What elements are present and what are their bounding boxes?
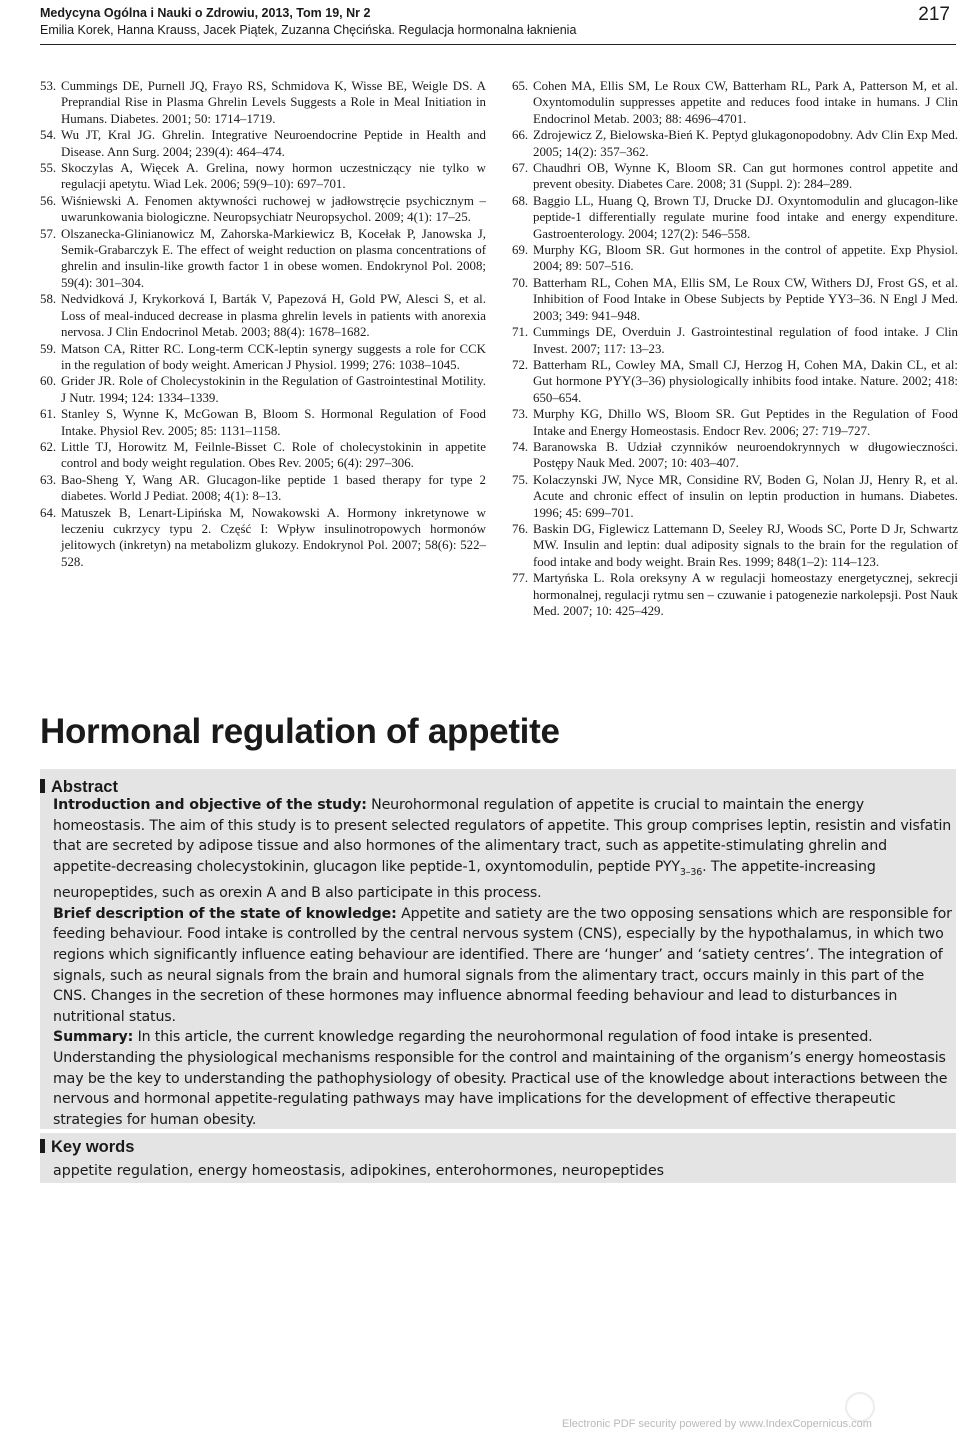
running-header bbox=[40, 4, 956, 38]
reference-text: Cohen MA, Ellis SM, Le Roux CW, Batterham RL, Park A, Patterson M, et al. Oxyntomodulin suppresses appetite and reduces food intake in humans. J Clin Endocrinol Metab. 2003; 88: 4696–4701. bbox=[533, 79, 958, 126]
reference-text: Nedvidková J, Krykorková I, Barták V, Papezová H, Gold PW, Alesci S, et al. Loss of meal-induced decrease in plasma ghrelin levels in patients with anorexia nervosa. J Clin Endocrinol Metab. 2003; 88(4): 1678–1682. bbox=[61, 292, 486, 340]
reference-number: 64. bbox=[40, 505, 57, 520]
header-rule bbox=[40, 44, 956, 45]
reference-text: Cummings DE, Overduin J. Gastrointestinal regulation of food intake. J Clin Invest. 2007; 117: 13–23. bbox=[533, 325, 958, 356]
reference-number: 75. bbox=[512, 472, 529, 487]
reference-item bbox=[512, 439, 958, 472]
reference-text: Baggio LL, Huang Q, Brown TJ, Drucke DJ. Oxyntomodulin and glucagon-like peptide-1 differentially regulate murine food intake and energy expenditure. Gastroenterology. 2004; 127(2): 546–558. bbox=[533, 193, 958, 241]
journal-title: Medycyna Ogólna i Nauki o Zdrowiu, 2013, Tom 19, Nr 2 bbox=[40, 6, 371, 20]
reference-text: Bao-Sheng Y, Wang AR. Glucagon-like peptide 1 based therapy for type 2 diabetes. World J Pediat. 2008; 4(1): 8–13. bbox=[61, 472, 486, 504]
reference-number: 55. bbox=[40, 161, 57, 176]
reference-number: 53. bbox=[40, 79, 57, 93]
reference-item bbox=[40, 439, 486, 472]
reference-number: 68. bbox=[512, 193, 529, 208]
abstract-paragraph-summary bbox=[53, 1027, 953, 1130]
reference-number: 76. bbox=[512, 521, 529, 536]
reference-text: Matuszek B, Lenart-Lipińska M, Nowakowski A. Hormony inkretynowe w leczeniu cukrzycy typu 2. Część I: Wpływ insulinotropowych hormonów jelitowych (inkretyn) na metabolizm glukozy. Endokrynol Pol. 2007; 58(6): 522–528. bbox=[61, 505, 486, 569]
reference-text: Murphy KG, Bloom SR. Gut hormones in the control of appetite. Exp Physiol. 2004; 89: 507–516. bbox=[533, 243, 958, 274]
reference-item bbox=[40, 160, 486, 193]
abstract-label-knowledge: Brief description of the state of knowledge: bbox=[53, 905, 397, 922]
abstract-body bbox=[53, 795, 953, 1130]
keywords-box bbox=[40, 1133, 956, 1183]
reference-number: 58. bbox=[40, 292, 57, 307]
reference-item bbox=[40, 505, 486, 571]
reference-text: Batterham RL, Cowley MA, Small CJ, Herzog H, Cohen MA, Dakin CL, et al: Gut hormone PYY(3–36) physiologically inhibits food intake. Nature. 2002; 418: 650–654. bbox=[533, 357, 958, 405]
abstract-heading-label: Abstract bbox=[51, 778, 118, 796]
reference-text: Wu JT, Kral JG. Ghrelin. Integrative Neuroendocrine Peptide in Health and Disease. Ann Surg. 2004; 239(4): 464–474. bbox=[61, 128, 486, 159]
reference-text: Cummings DE, Purnell JQ, Frayo RS, Schmidova K, Wisse BE, Weigle DS. A Preprandial Rise in Plasma Ghrelin Levels Suggests a Role in Meal Initiation in Humans. Diabetes. 2001; 50: 1714–1719. bbox=[61, 79, 486, 126]
section-marker-icon bbox=[40, 1139, 45, 1153]
article-title: Hormonal regulation of appetite bbox=[40, 712, 560, 751]
reference-item bbox=[512, 193, 958, 242]
reference-item bbox=[512, 78, 958, 127]
running-authors: Emilia Korek, Hanna Krauss, Jacek Piątek, Zuzanna Chęcińska. Regulacja hormonalna łaknienia bbox=[40, 23, 577, 37]
reference-text: Zdrojewicz Z, Bielowska-Bień K. Peptyd glukagonopodobny. Adv Clin Exp Med. 2005; 14(2): 357–362. bbox=[533, 128, 958, 159]
reference-text: Baskin DG, Figlewicz Lattemann D, Seeley RJ, Woods SC, Porte D Jr, Schwartz MW. Insulin and leptin: dual adiposity signals to the brain for the regulation of food intake and body weight. Brain Res. 1999; 848(1–2): 114–123. bbox=[533, 521, 958, 569]
reference-text: Skoczylas A, Więcek A. Grelina, nowy hormon uczestniczący nie tylko w regulacji apetytu. Wiad Lek. 2006; 59(9–10): 697–701. bbox=[61, 161, 486, 192]
reference-text: Olszanecka-Glinianowicz M, Zahorska-Markiewicz B, Kocełak P, Janowska J, Semik-Grabarczyk E. The effect of weight reduction on plasma concentrations of ghrelin and insulin-like growth factor 1 in obese women. Endokrynol Pol. 2008; 59(4): 301–304. bbox=[61, 226, 486, 290]
reference-number: 54. bbox=[40, 128, 57, 143]
reference-text: Grider JR. Role of Cholecystokinin in the Regulation of Gastrointestinal Motility. J Nutr. 1994; 124: 1334–1339. bbox=[61, 374, 486, 405]
keywords-heading-label: Key words bbox=[51, 1138, 135, 1156]
reference-number: 57. bbox=[40, 226, 57, 241]
reference-text: Chaudhri OB, Wynne K, Bloom SR. Can gut hormones control appetite and prevent obesity. Diabetes Care. 2008; 31 (Suppl. 2): 284–289. bbox=[533, 161, 958, 192]
reference-item bbox=[512, 472, 958, 521]
abstract-box bbox=[40, 769, 956, 1129]
abstract-paragraph-introduction bbox=[53, 795, 953, 904]
reference-text: Murphy KG, Dhillo WS, Bloom SR. Gut Peptides in the Regulation of Food Intake and Energy Homeostasis. Endocr Rev. 2006; 27: 719–727. bbox=[533, 407, 958, 438]
reference-number: 60. bbox=[40, 374, 57, 389]
references-right-column bbox=[512, 78, 958, 619]
abstract-text-summary: In this article, the current knowledge regarding the neurohormonal regulation of food intake is presented. Understanding the physiological mechanisms responsible for the control and maintaining of the organism’s energy homeostasis may be the key to understanding the pathophysiology of obesity. Practical use of the knowledge about interactions between the nervous and hormonal appetite-regulating pathways may have implications for the development of effective therapeutic strategies for human obesity. bbox=[53, 1029, 948, 1128]
references-left-column bbox=[40, 78, 486, 570]
abstract-label-introduction: Introduction and objective of the study: bbox=[53, 797, 367, 813]
reference-number: 74. bbox=[512, 439, 529, 454]
abstract-text-knowledge: Appetite and satiety are the two opposing sensations which are responsible for feeding behaviour. Food intake is controlled by the central nervous system (CNS), especially by the hypothalamus, in which two regions which significantly influence eating behaviour are identified. There are ‘hunger’ and ‘satiety centres’. The integration of signals, such as neural signals from the brain and humoral signals from the alimentary tract, occurs mainly in this part of the CNS. Changes in the secretion of these hormones may influence abnormal feeding behaviour and lead to disturbances in nutritional status. bbox=[53, 905, 952, 1025]
reference-item bbox=[40, 193, 486, 226]
reference-text: Baranowska B. Udział czynników neuroendokrynnych w długowieczności. Postępy Nauk Med. 2007; 10: 403–407. bbox=[533, 439, 958, 471]
page-number: 217 bbox=[918, 4, 950, 25]
reference-number: 73. bbox=[512, 407, 529, 422]
reference-item bbox=[512, 242, 958, 275]
reference-number: 71. bbox=[512, 325, 529, 340]
pyy-subscript: 3–36 bbox=[679, 866, 703, 878]
keywords-heading bbox=[40, 1137, 134, 1157]
section-marker-icon bbox=[40, 779, 45, 793]
reference-number: 77. bbox=[512, 571, 529, 586]
reference-text: Matson CA, Ritter RC. Long-term CCK-leptin synergy suggests a role for CCK in the regulation of body weight. American J Physiol. 1999; 276: 1038–1045. bbox=[61, 341, 486, 372]
reference-item bbox=[40, 472, 486, 505]
reference-number: 63. bbox=[40, 472, 57, 487]
reference-text: Batterham RL, Cohen MA, Ellis SM, Le Roux CW, Withers DJ, Frost GS, et al. Inhibition of Food Intake in Obese Subjects by Peptide YY3–36. N Engl J Med. 2003; 349: 941–948. bbox=[533, 275, 958, 323]
reference-text: Kolaczynski JW, Nyce MR, Considine RV, Boden G, Nolan JJ, Henry R, et al. Acute and chronic effect of insulin on leptin production in humans. Diabetes. 1996; 45: 699–701. bbox=[533, 472, 958, 520]
reference-item bbox=[512, 357, 958, 406]
reference-item bbox=[40, 291, 486, 340]
reference-item bbox=[512, 275, 958, 324]
reference-number: 61. bbox=[40, 407, 57, 422]
reference-item bbox=[40, 127, 486, 160]
reference-item bbox=[40, 341, 486, 374]
footer-security-note: Electronic PDF security powered by www.IndexCopernicus.com bbox=[562, 1418, 872, 1430]
reference-number: 66. bbox=[512, 128, 529, 143]
reference-item bbox=[512, 324, 958, 357]
reference-number: 69. bbox=[512, 243, 529, 258]
reference-item bbox=[512, 570, 958, 619]
abstract-text-introduction-end: . The appetite-increasing neuropeptides, such as orexin A and B also participate in this process. bbox=[53, 858, 876, 902]
reference-item bbox=[40, 226, 486, 292]
reference-number: 65. bbox=[512, 79, 529, 93]
reference-number: 56. bbox=[40, 193, 57, 208]
reference-text: Wiśniewski A. Fenomen aktywności ruchowej w jadłowstręcie psychicznym – uwarunkowania biologiczne. Neuropsychiatr Neuropsychol. 2009; 4(1): 17–25. bbox=[61, 193, 486, 225]
reference-number: 59. bbox=[40, 341, 57, 356]
abstract-label-summary: Summary: bbox=[53, 1029, 134, 1046]
keywords-text: appetite regulation, energy homeostasis, adipokines, enterohormones, neuropeptides bbox=[53, 1163, 665, 1179]
reference-item bbox=[40, 373, 486, 406]
reference-number: 72. bbox=[512, 357, 529, 372]
reference-number: 70. bbox=[512, 275, 529, 290]
reference-text: Martyńska L. Rola oreksyny A w regulacji homeostazy energetycznej, sekrecji hormonalnej, regulacji rytmu sen – czuwanie i patogenezie narkolepsji. Post Nauk Med. 2007; 10: 425–429. bbox=[533, 571, 958, 618]
abstract-heading bbox=[40, 777, 118, 797]
reference-item bbox=[40, 78, 486, 127]
reference-item bbox=[512, 127, 958, 160]
abstract-text-introduction: Neurohormonal regulation of appetite is crucial to maintain the energy homeostasis. The aim of this study is to present selected regulators of appetite. This group comprises leptin, resistin and visfatin that are secreted by adipose tissue and also hormones of the alimentary tract, such as appetite-stimulating ghrelin and appetite-decreasing cholecystokinin, glucagon like peptide-1, oxyntomodulin, peptide PYY bbox=[53, 797, 952, 875]
reference-item bbox=[512, 406, 958, 439]
abstract-paragraph-knowledge bbox=[53, 904, 953, 1028]
reference-item bbox=[512, 521, 958, 570]
reference-number: 62. bbox=[40, 439, 57, 454]
reference-text: Little TJ, Horowitz M, Feilnle-Bisset C. Role of cholecystokinin in appetite control and body weight regulation. Obes Rev. 2005; 6(4): 297–306. bbox=[61, 439, 486, 471]
reference-number: 67. bbox=[512, 161, 529, 176]
reference-item bbox=[40, 406, 486, 439]
reference-text: Stanley S, Wynne K, McGowan B, Bloom S. Hormonal Regulation of Food Intake. Physiol Rev. 2005; 85: 1131–1158. bbox=[61, 407, 486, 438]
reference-item bbox=[512, 160, 958, 193]
